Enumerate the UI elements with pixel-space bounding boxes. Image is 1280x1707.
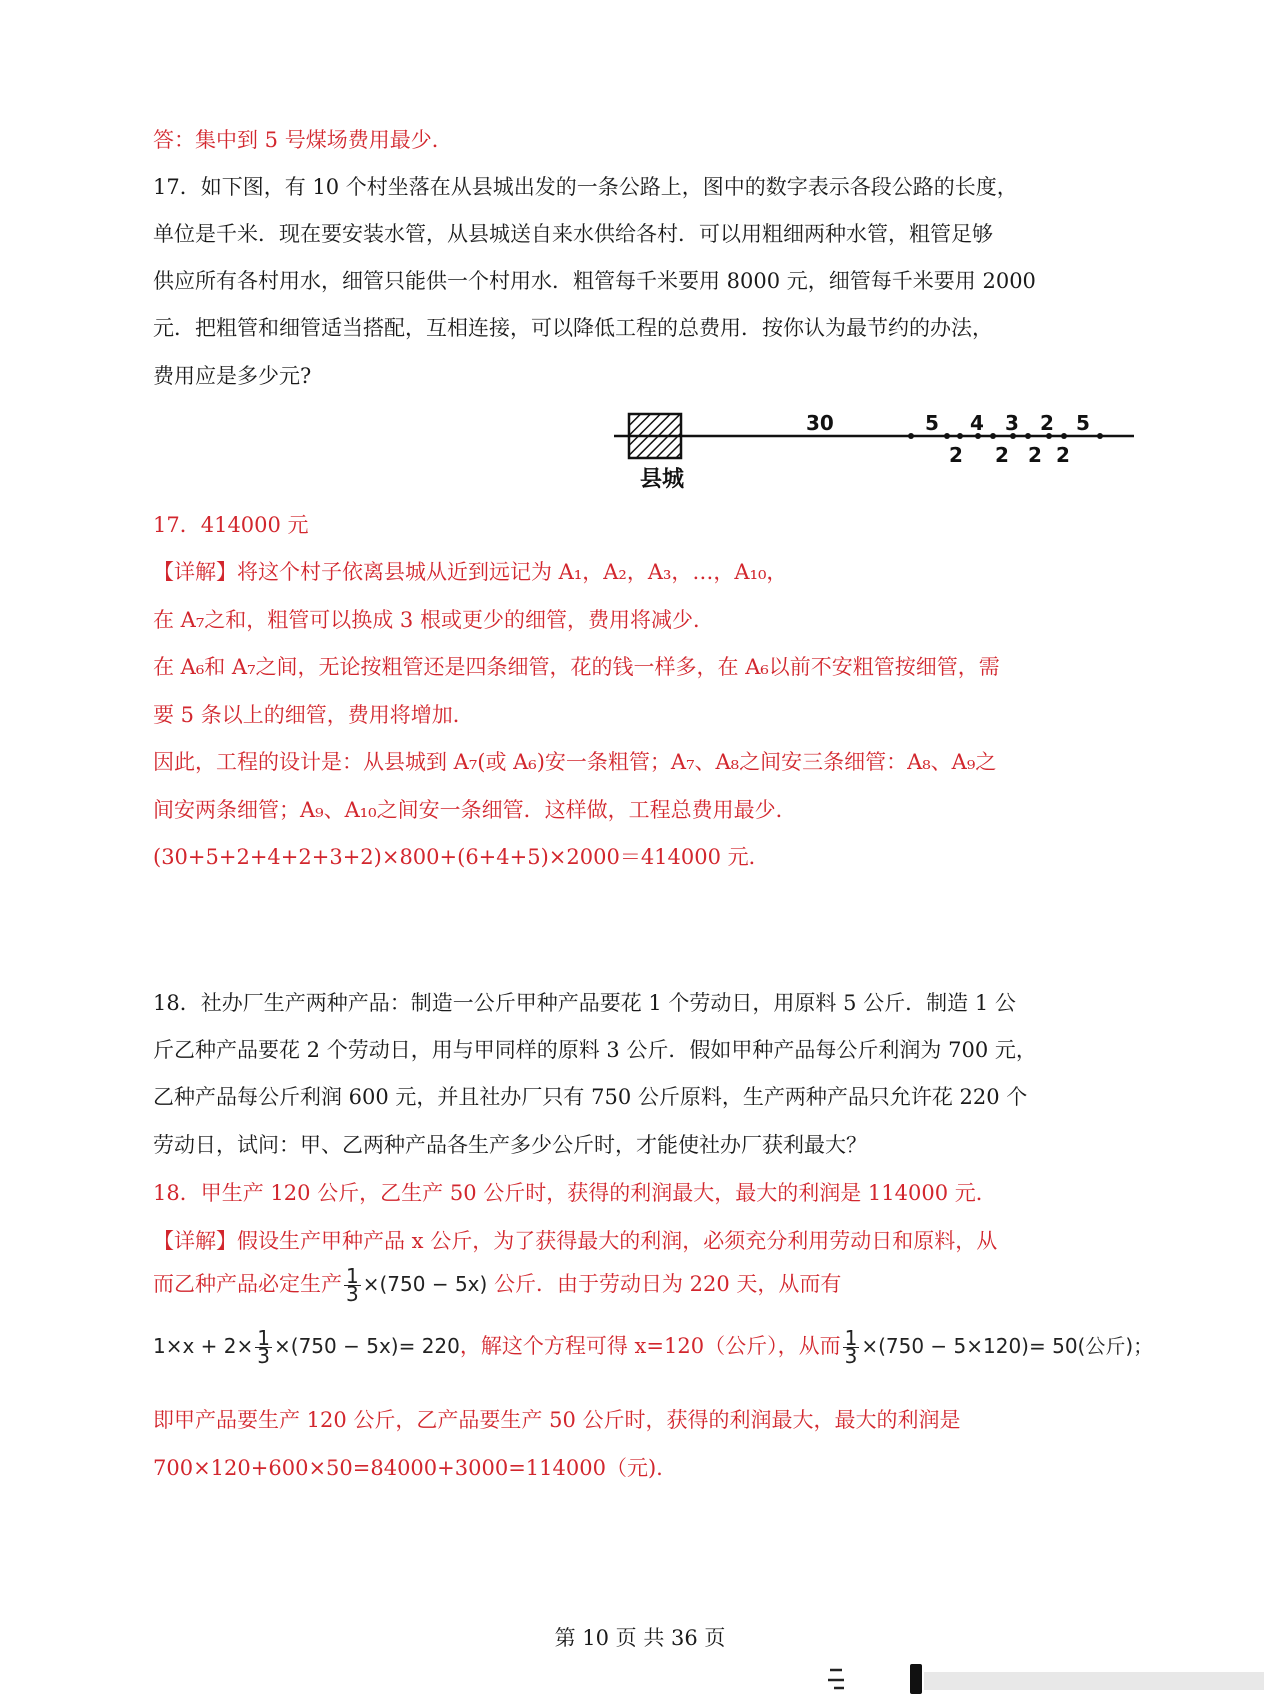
segment-length: 3 [1005, 411, 1019, 435]
segment-length: 2 [1040, 411, 1054, 435]
math-expression: ×(750 − 5×120)= 50(公斤) [861, 1334, 1134, 1358]
detail-tag: 【详解】 [153, 560, 237, 584]
math-expression: 1×x + 2× [153, 1334, 254, 1358]
a18-detail-line-1 [153, 1226, 1143, 1256]
a17-line-2: 在 A₇之和，粗管可以换成 3 根或更少的细管，费用将减少． [153, 608, 714, 632]
county-town-label: 县城 [640, 467, 685, 492]
a18-line-2 [153, 1264, 842, 1306]
q18-line-1: 18．社办厂生产两种产品：制造一公斤甲种产品要花 1 个劳动日，用原料 5 公斤．制造 1 公 [153, 991, 1016, 1015]
q18-line-2: 斤乙种产品要花 2 个劳动日，用与甲同样的原料 3 公斤．假如甲种产品每公斤利润为 700 元， [153, 1038, 1037, 1062]
text-segment: 公斤．由于劳动日为 220 天，从而有 [487, 1272, 842, 1296]
village-dot [1025, 433, 1031, 439]
fraction-numerator: 1 [257, 1326, 271, 1350]
road-diagram [610, 404, 1140, 496]
county-town-box [629, 414, 681, 458]
village-dot [1061, 433, 1067, 439]
a18-equation-line [153, 1326, 1154, 1368]
q17-line-5: 费用应是多少元? [153, 364, 312, 388]
math-expression: ×(750 − 5x)= 220 [274, 1334, 460, 1358]
text-segment: 而乙种产品必定生产 [153, 1272, 342, 1296]
segment-length: 2 [1028, 443, 1042, 467]
village-dot [990, 433, 996, 439]
text-segment: ，解这个方程可得 x=120（公斤），从而 [459, 1334, 841, 1358]
answer-16: 答：集中到 5 号煤场费用最少． [153, 128, 453, 152]
q17-line-3: 供应所有各村用水，细管只能供一个村用水．粗管每千米要用 8000 元，细管每千米要用 2000 [153, 269, 1036, 293]
watermark-logo [820, 1660, 1280, 1700]
segment-length: 30 [806, 411, 834, 435]
q18-line-4: 劳动日，试问：甲、乙两种产品各生产多少公斤时，才能使社办厂获利最大？ [153, 1133, 867, 1157]
detail-text: 假设生产甲种产品 x 公斤，为了获得最大的利润，必须充分利用劳动日和原料，从 [237, 1229, 998, 1253]
segment-length: 2 [995, 443, 1009, 467]
segment-length: 4 [970, 411, 984, 435]
q17-line-1: 17．如下图，有 10 个村坐落在从县城出发的一条公路上，图中的数字表示各段公路的长度， [153, 175, 1018, 199]
q17-line-4: 元．把粗管和细管适当搭配，互相连接，可以降低工程的总费用．按你认为最节约的办法， [153, 316, 993, 340]
segment-length: 5 [1076, 411, 1090, 435]
q17-line-2: 单位是千米．现在要安装水管，从县城送自来水供给各村．可以用粗细两种水管，粗管足够 [153, 222, 993, 246]
page-footer: 第 10 页 共 36 页 [554, 1626, 726, 1650]
segment-length: 5 [925, 411, 939, 435]
detail-tag: 【详解】 [153, 1229, 237, 1253]
fraction [344, 1264, 361, 1306]
a17-line-4: 要 5 条以上的细管，费用将增加． [153, 703, 474, 727]
a18-line-4: 即甲产品要生产 120 公斤，乙产品要生产 50 公斤时，获得的利润最大，最大的利润是 [153, 1408, 961, 1432]
village-dot [1097, 433, 1103, 439]
segment-length: 2 [949, 443, 963, 467]
a17-line-5: 因此，工程的设计是：从县城到 A₇(或 A₆)安一条粗管；A₇、A₈之间安三条细管：A₈、A₉之 [153, 750, 997, 774]
village-dot [908, 433, 914, 439]
detail-text: 将这个村子依离县城从近到远记为 A₁，A₂，A₃，…，A₁₀， [237, 560, 788, 584]
fraction-denominator: 3 [257, 1344, 271, 1368]
fraction [255, 1326, 272, 1368]
fraction [843, 1326, 860, 1368]
village-dot [957, 433, 963, 439]
answer-18: 18．甲生产 120 公斤，乙生产 50 公斤时，获得的利润最大，最大的利润是 114000 元． [153, 1181, 997, 1205]
math-expression: ×(750 − 5x) [362, 1272, 488, 1296]
a17-line-7: (30+5+2+4+2+3+2)×800+(6+4+5)×2000＝414000 元． [153, 845, 770, 869]
q18-line-3: 乙种产品每公斤利润 600 元，并且社办厂只有 750 公斤原料，生产两种产品只允许花 220 个 [153, 1085, 1028, 1109]
fraction-numerator: 1 [844, 1326, 858, 1350]
a17-detail-line-1 [153, 557, 1143, 587]
village-dot [944, 433, 950, 439]
a17-line-6: 间安两条细管；A₉、A₁₀之间安一条细管．这样做，工程总费用最少． [153, 798, 797, 822]
a17-line-3: 在 A₆和 A₇之间，无论按粗管还是四条细管，花的钱一样多，在 A₆以前不安粗管按细管，需 [153, 655, 1000, 679]
answer-17: 17．414000 元 [153, 513, 309, 537]
segment-length: 2 [1056, 443, 1070, 467]
fraction-numerator: 1 [346, 1264, 359, 1288]
a18-line-5: 700×120+600×50=84000+3000=114000（元). [153, 1456, 663, 1480]
text-segment: ； [1133, 1334, 1154, 1358]
fraction-denominator: 3 [844, 1344, 858, 1368]
fraction-denominator: 3 [346, 1282, 359, 1306]
